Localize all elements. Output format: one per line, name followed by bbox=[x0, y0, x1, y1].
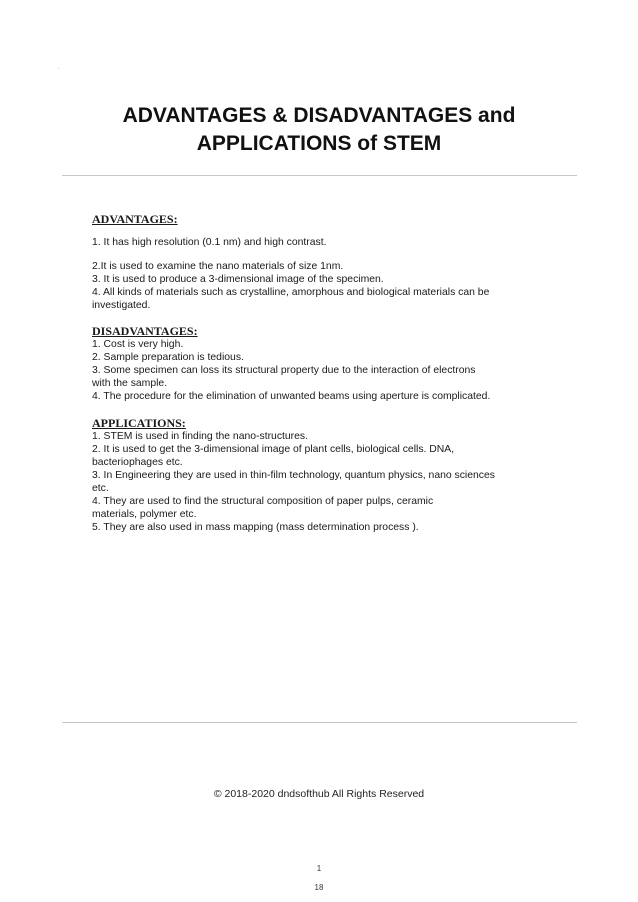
disadvantages-heading: DISADVANTAGES: bbox=[92, 324, 198, 338]
application-item: 4. They are used to find the structural composition of paper pulps, ceramic bbox=[92, 496, 434, 507]
application-item: materials, polymer etc. bbox=[92, 509, 197, 520]
page-number: 1 bbox=[316, 864, 322, 873]
application-item: 5. They are also used in mass mapping (mass determination process ). bbox=[92, 522, 419, 533]
advantages-section bbox=[92, 212, 562, 312]
bottom-divider bbox=[62, 722, 577, 723]
disadvantages-section bbox=[92, 324, 562, 403]
copyright-footer: © 2018-2020 dndsofthub All Rights Reserved bbox=[213, 788, 425, 800]
title-line-2: APPLICATIONS of STEM bbox=[196, 132, 442, 155]
disadvantage-item: 1. Cost is very high. bbox=[92, 339, 184, 350]
application-item: 2. It is used to get the 3-dimensional image of plant cells, biological cells. DNA, bbox=[92, 444, 455, 455]
disadvantage-item: 2. Sample preparation is tedious. bbox=[92, 352, 244, 363]
disadvantage-item: with the sample. bbox=[92, 378, 168, 389]
advantage-item: 4. All kinds of materials such as crystalline, amorphous and biological materials can be bbox=[92, 287, 490, 298]
application-item: bacteriophages etc. bbox=[92, 457, 183, 468]
speck bbox=[58, 68, 59, 69]
disadvantage-item: 4. The procedure for the elimination of unwanted beams using aperture is complicated. bbox=[92, 391, 491, 402]
advantage-item: investigated. bbox=[92, 300, 151, 311]
title-line-1: ADVANTAGES & DISADVANTAGES and bbox=[122, 104, 516, 127]
advantage-item: 3. It is used to produce a 3-dimensional image of the specimen. bbox=[92, 274, 384, 285]
application-item: 1. STEM is used in finding the nano-structures. bbox=[92, 431, 309, 442]
applications-section bbox=[92, 416, 562, 534]
application-item: etc. bbox=[92, 483, 109, 494]
advantage-item: 2.It is used to examine the nano materials of size 1nm. bbox=[92, 261, 344, 272]
disadvantage-item: 3. Some specimen can loss its structural property due to the interaction of electrons bbox=[92, 365, 476, 376]
advantage-item: 1. It has high resolution (0.1 nm) and high contrast. bbox=[92, 237, 327, 248]
applications-heading: APPLICATIONS: bbox=[92, 416, 186, 430]
application-item: 3. In Engineering they are used in thin-film technology, quantum physics, nano sciences bbox=[92, 470, 495, 481]
advantages-heading: ADVANTAGES: bbox=[92, 212, 178, 226]
top-divider bbox=[62, 175, 577, 176]
page-title bbox=[40, 102, 598, 158]
content-body bbox=[92, 212, 562, 534]
sheet-number: 18 bbox=[314, 883, 324, 892]
